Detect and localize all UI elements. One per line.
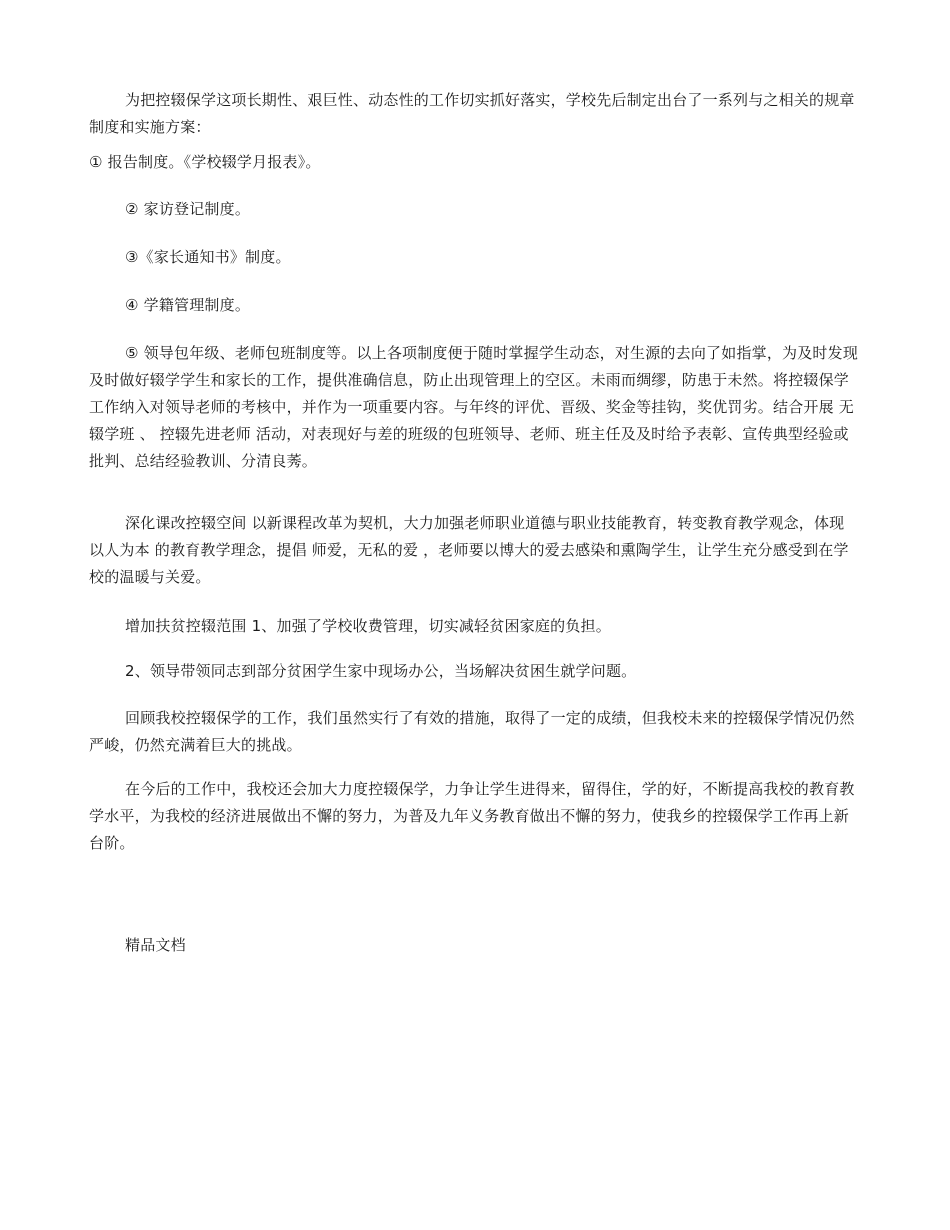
paragraph-review: 回顾我校控辍保学的工作，我们虽然实行了有效的措施，取得了一定的成绩，但我校未来的控辍保学情况仍然严峻，仍然充满着巨大的挑战。 xyxy=(89,709,855,754)
paragraph-item-2: ② 家访登记制度。 xyxy=(125,200,251,218)
paragraph-poverty-1: 增加扶贫控辍范围 1、加强了学校收费管理，切实减轻贫困家庭的负担。 xyxy=(125,617,611,635)
paragraph-poverty-2: 2、领导带领同志到部分贫困学生家中现场办公，当场解决贫困生就学问题。 xyxy=(125,662,637,680)
paragraph-item-1: ① 报告制度。《学校辍学月报表》。 xyxy=(89,153,321,171)
paragraph-item-4: ④ 学籍管理制度。 xyxy=(125,296,251,314)
paragraph-intro: 为把控辍保学这项长期性、艰巨性、动态性的工作切实抓好落实，学校先后制定出台了一系列与之相关的规章制度和实施方案： xyxy=(89,91,855,136)
paragraph-outlook: 在今后的工作中，我校还会加大力度控辍保学，力争让学生进得来，留得住，学的好，不断提高我校的教育教学水平，为我校的经济进展做出不懈的努力，为普及九年义务教育做出不懈的努力，使我乡的控辍保学工作再上新台阶。 xyxy=(89,780,855,852)
paragraph-item-3: ③《家长通知书》制度。 xyxy=(125,248,291,266)
paragraph-curriculum-reform: 深化课改控辍空间 以新课程改革为契机，大力加强老师职业道德与职业技能教育，转变教育教学观念，体现 以人为本 的教育教学理念，提倡 师爱，无私的爱 ，老师要以博大的爱去感染和熏陶学生，让学生充分感受到在学校的温暖与关爱。 xyxy=(89,514,849,586)
paragraph-item-5: ⑤ 领导包年级、老师包班制度等。以上各项制度便于随时掌握学生动态，对生源的去向了如指掌，为及时发现及时做好辍学学生和家长的工作，提供准确信息，防止出现管理上的空区。未雨而绸缪，防患于未然。将控辍保学工作纳入对领导老师的考核中，并作为一项重要内容。与年终的评优、晋级、奖金等挂钩，奖优罚劣。结合开展 无辍学班 、 控辍先进老师 活动，对表现好与差的班级的包班领导、老师、班主任及及时给予表彰、宣传典型经验或批判、总结经验教训、分清良莠。 xyxy=(89,344,859,470)
footer-text: 精品文档 xyxy=(125,936,186,954)
